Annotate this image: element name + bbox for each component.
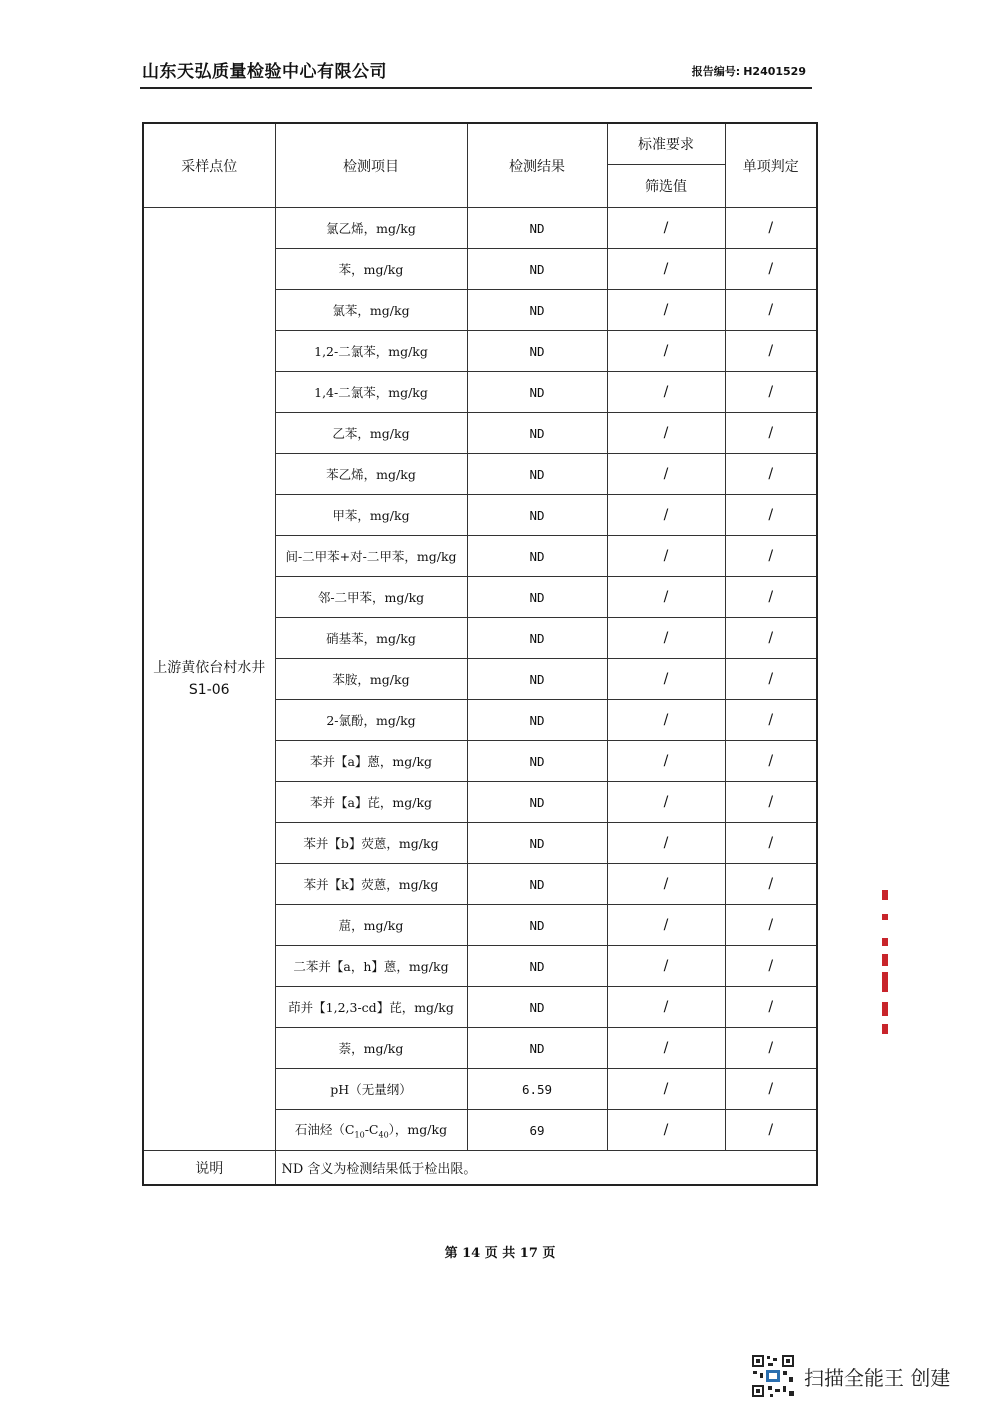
judgement-cell: / xyxy=(725,782,817,823)
judgement-cell: / xyxy=(725,536,817,577)
result-cell: ND xyxy=(467,782,607,823)
header-screening: 筛选值 xyxy=(607,165,725,208)
judgement-cell: / xyxy=(725,413,817,454)
item-cell: 苯并【k】荧蒽，mg/kg xyxy=(275,864,467,905)
result-cell: 69 xyxy=(467,1110,607,1151)
item-cell: 间-二甲苯+对-二甲苯，mg/kg xyxy=(275,536,467,577)
result-cell: ND xyxy=(467,372,607,413)
tph-prefix: 石油烃（C xyxy=(294,1122,355,1138)
result-cell: ND xyxy=(467,454,607,495)
result-cell: ND xyxy=(467,864,607,905)
screening-cell: / xyxy=(607,782,725,823)
screening-cell: / xyxy=(607,454,725,495)
item-cell: 硝基苯，mg/kg xyxy=(275,618,467,659)
screening-cell: / xyxy=(607,577,725,618)
result-cell: ND xyxy=(467,946,607,987)
item-cell: 甲苯，mg/kg xyxy=(275,495,467,536)
screening-cell: / xyxy=(607,249,725,290)
item-cell: 苯并【b】荧蒽，mg/kg xyxy=(275,823,467,864)
result-cell: ND xyxy=(467,331,607,372)
judgement-cell: / xyxy=(725,290,817,331)
tph-sub-40: 40 xyxy=(378,1130,389,1140)
judgement-cell: / xyxy=(725,208,817,249)
screening-cell: / xyxy=(607,372,725,413)
screening-cell: / xyxy=(607,864,725,905)
tph-sub-10: 10 xyxy=(354,1130,365,1140)
judgement-cell: / xyxy=(725,495,817,536)
judgement-cell: / xyxy=(725,987,817,1028)
item-cell: 萘，mg/kg xyxy=(275,1028,467,1069)
screening-cell: / xyxy=(607,331,725,372)
screening-cell: / xyxy=(607,700,725,741)
result-cell: 6.59 xyxy=(467,1069,607,1110)
screening-cell: / xyxy=(607,208,725,249)
screening-cell: / xyxy=(607,495,725,536)
note-label: 说明 xyxy=(143,1151,275,1186)
item-cell: 氯乙烯，mg/kg xyxy=(275,208,467,249)
item-cell: 苯胺，mg/kg xyxy=(275,659,467,700)
screening-cell: / xyxy=(607,290,725,331)
result-cell: ND xyxy=(467,1028,607,1069)
judgement-cell: / xyxy=(725,618,817,659)
result-cell: ND xyxy=(467,413,607,454)
judgement-cell: / xyxy=(725,659,817,700)
item-cell: 2-氯酚，mg/kg xyxy=(275,700,467,741)
judgement-cell: / xyxy=(725,331,817,372)
scanner-watermark xyxy=(750,1353,980,1401)
tph-mid: -C xyxy=(364,1122,379,1138)
judgement-cell: / xyxy=(725,700,817,741)
result-cell: ND xyxy=(467,618,607,659)
screening-cell: / xyxy=(607,1028,725,1069)
report-number-value: H2401529 xyxy=(743,65,806,78)
result-cell: ND xyxy=(467,290,607,331)
judgement-cell: / xyxy=(725,741,817,782)
item-cell: 苯并【a】蒽，mg/kg xyxy=(275,741,467,782)
header-result: 检测结果 xyxy=(467,123,607,208)
site-code: S1-06 xyxy=(188,682,230,698)
item-cell: 䓛，mg/kg xyxy=(275,905,467,946)
judgement-cell: / xyxy=(725,823,817,864)
item-cell xyxy=(275,1110,467,1151)
site-cell xyxy=(143,208,275,1151)
item-cell: 氯苯，mg/kg xyxy=(275,290,467,331)
header-item: 检测项目 xyxy=(275,123,467,208)
item-cell: 二苯并【a，h】蒽，mg/kg xyxy=(275,946,467,987)
screening-cell: / xyxy=(607,413,725,454)
qr-code-icon xyxy=(750,1353,796,1399)
item-cell: 苯并【a】芘，mg/kg xyxy=(275,782,467,823)
result-cell: ND xyxy=(467,577,607,618)
item-cell: pH（无量纲） xyxy=(275,1069,467,1110)
item-cell: 苯，mg/kg xyxy=(275,249,467,290)
header-standard: 标准要求 xyxy=(607,123,725,165)
judgement-cell: / xyxy=(725,946,817,987)
screening-cell: / xyxy=(607,823,725,864)
screening-cell: / xyxy=(607,905,725,946)
screening-cell: / xyxy=(607,536,725,577)
judgement-cell: / xyxy=(725,905,817,946)
item-cell: 1,2-二氯苯，mg/kg xyxy=(275,331,467,372)
item-cell: 乙苯，mg/kg xyxy=(275,413,467,454)
result-cell: ND xyxy=(467,987,607,1028)
result-cell: ND xyxy=(467,536,607,577)
item-cell: 茚并【1,2,3-cd】芘，mg/kg xyxy=(275,987,467,1028)
watermark-text: 扫描全能王 创建 xyxy=(804,1366,951,1390)
results-table xyxy=(142,122,818,1186)
screening-cell: / xyxy=(607,1069,725,1110)
report-header xyxy=(140,55,812,89)
tph-suffix: ），mg/kg xyxy=(388,1122,448,1138)
screening-cell: / xyxy=(607,741,725,782)
result-cell: ND xyxy=(467,905,607,946)
report-number xyxy=(689,63,806,79)
page-number: 第 14 页 共 17 页 xyxy=(444,1246,556,1261)
judgement-cell: / xyxy=(725,1110,817,1151)
item-cell: 1,4-二氯苯，mg/kg xyxy=(275,372,467,413)
judgement-cell: / xyxy=(725,249,817,290)
screening-cell: / xyxy=(607,987,725,1028)
report-number-label: 报告编号: xyxy=(691,65,741,78)
result-cell: ND xyxy=(467,249,607,290)
result-cell: ND xyxy=(467,208,607,249)
screening-cell: / xyxy=(607,1110,725,1151)
screening-cell: / xyxy=(607,946,725,987)
result-cell: ND xyxy=(467,659,607,700)
judgement-cell: / xyxy=(725,1028,817,1069)
company-name: 山东天弘质量检验中心有限公司 xyxy=(142,62,387,82)
judgement-cell: / xyxy=(725,372,817,413)
judgement-cell: / xyxy=(725,577,817,618)
judgement-cell: / xyxy=(725,1069,817,1110)
table-row xyxy=(143,208,817,249)
item-cell: 苯乙烯，mg/kg xyxy=(275,454,467,495)
result-cell: ND xyxy=(467,741,607,782)
site-name: 上游黄依台村水井 xyxy=(153,660,266,676)
screening-cell: / xyxy=(607,659,725,700)
note-text: ND 含义为检测结果低于检出限。 xyxy=(275,1151,817,1186)
header-site: 采样点位 xyxy=(143,123,275,208)
item-cell: 邻-二甲苯，mg/kg xyxy=(275,577,467,618)
screening-cell: / xyxy=(607,618,725,659)
result-cell: ND xyxy=(467,823,607,864)
note-row xyxy=(143,1151,817,1186)
judgement-cell: / xyxy=(725,454,817,495)
result-cell: ND xyxy=(467,700,607,741)
seal-stamp-edge xyxy=(880,890,890,1040)
result-cell: ND xyxy=(467,495,607,536)
judgement-cell: / xyxy=(725,864,817,905)
header-judgement: 单项判定 xyxy=(725,123,817,208)
